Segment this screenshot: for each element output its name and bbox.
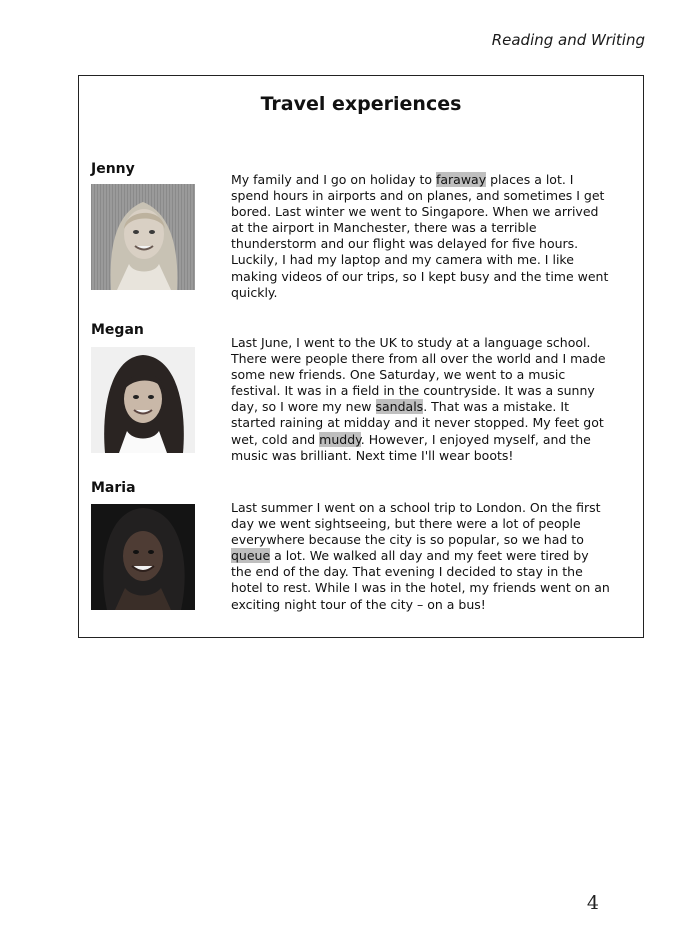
- article-box: [78, 75, 644, 638]
- entry-name-megan: Megan: [91, 322, 144, 338]
- highlight-sandals: sandals: [375, 399, 424, 415]
- entry-text-megan: Last June, I went to the UK to study at a language school. There were people there from all over the world and I made some new friends. One Saturday, we went to a music festival. It was in a field in the countryside. It was a sunny day, so I wore my new sandals. That was a mistake. It started raining at midday and it never stopped. My feet got wet, cold and muddy. However, I enjoyed myself, and the music was brilliant. Next time I'll wear boots!: [231, 335, 606, 463]
- entry-text-jenny: My family and I go on holiday to faraway places a lot. I spend hours in airports and on planes, and sometimes I get bored. Last winter we went to Singapore. When we arrived at the airport in Manchester, there was a terrible thunderstorm and our flight was delayed for five hours. Luckily, I had my laptop and my camera with me. I like making videos of our trips, so I kept busy and the time went quickly.: [231, 172, 609, 300]
- section-header: Reading and Writing: [491, 31, 645, 49]
- entry-text-maria: Last summer I went on a school trip to London. On the first day we went sightseeing, but there were a lot of people everywhere because the city is so popular, so we had to queue a lot. We walked all day and my feet were tired by the end of the day. That evening I decided to stay in the hotel to rest. While I was in the hotel, my friends went on an exciting night tour of the city – on a bus!: [231, 500, 610, 612]
- maria-photo-icon: [91, 504, 195, 610]
- highlight-queue: queue: [231, 548, 271, 564]
- entry-name-maria: Maria: [91, 480, 136, 496]
- highlight-muddy: muddy: [319, 431, 361, 447]
- highlight-faraway: faraway: [435, 172, 487, 187]
- jenny-photo-icon: [91, 184, 195, 290]
- megan-photo-icon: [91, 347, 195, 453]
- entry-name-jenny: Jenny: [91, 161, 135, 177]
- article-title: Travel experiences: [260, 93, 462, 115]
- page-number: 4: [586, 892, 599, 914]
